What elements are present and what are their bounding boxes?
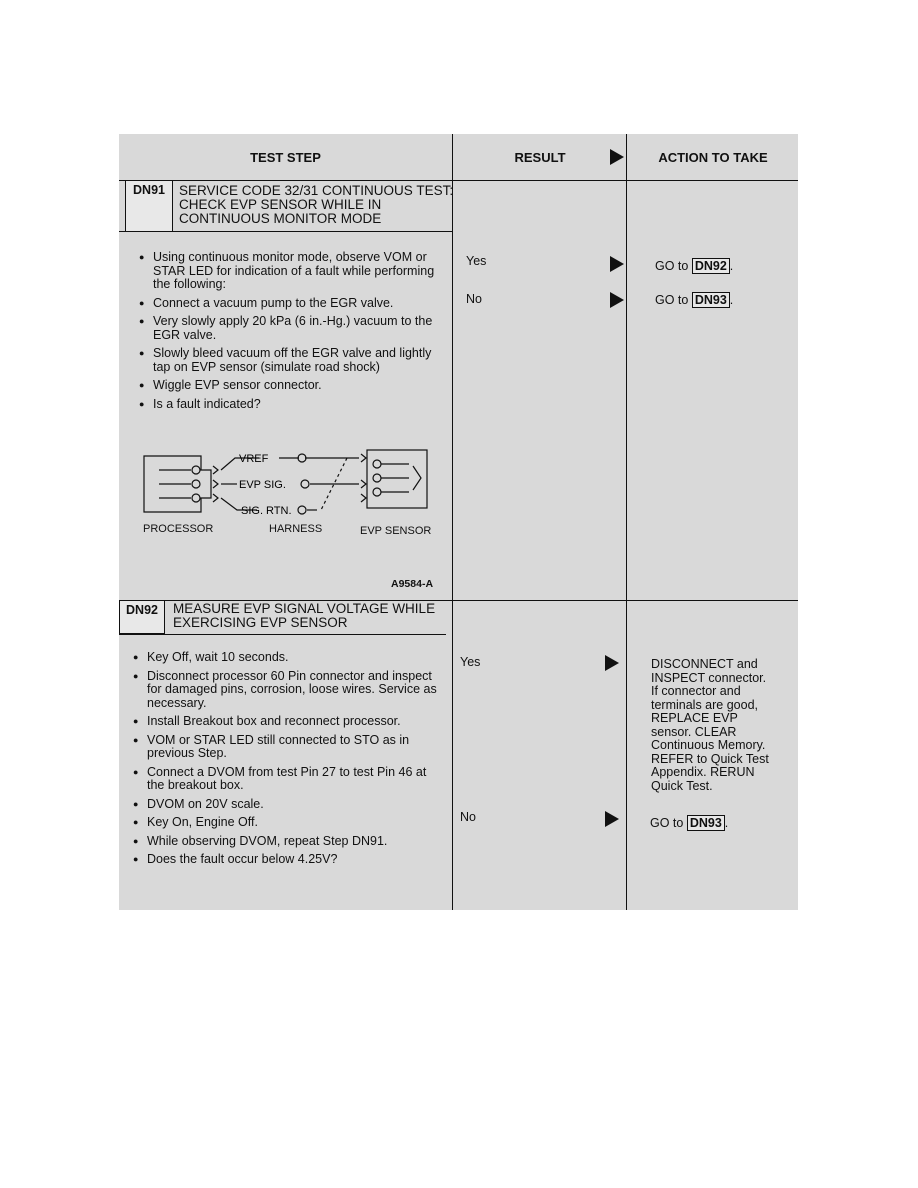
action-line: REFER to Quick Test	[651, 751, 769, 766]
action-suffix: .	[724, 816, 729, 830]
divider-result-action	[626, 134, 627, 910]
action-line: If connector and	[651, 684, 741, 698]
dn92-result-no: No	[460, 810, 476, 824]
list-item: ● Key On, Engine Off.	[133, 816, 441, 830]
list-item: ● While observing DVOM, repeat Step DN91.	[133, 835, 441, 849]
action-text: GO to	[655, 293, 689, 307]
list-item: ● Slowly bleed vacuum off the EGR valve and lightly tap on EVP sensor (simulate road shock)	[139, 347, 439, 374]
dn92-title-line: EXERCISING EVP SENSOR	[173, 615, 348, 630]
dn92-steps	[133, 651, 441, 872]
action-line: REPLACE EVP	[651, 711, 738, 725]
list-item: ● Is a fault indicated?	[139, 398, 439, 412]
label-processor: PROCESSOR	[143, 523, 214, 535]
label-vref: VREF	[239, 453, 269, 465]
dn92-title-line: MEASURE EVP SIGNAL VOLTAGE WHILE	[173, 601, 436, 616]
dn91-title	[179, 184, 453, 226]
list-item: ● Wiggle EVP sensor connector.	[139, 379, 439, 393]
dn91-title-line: CHECK EVP SENSOR WHILE IN	[179, 197, 382, 212]
dn91-title-line: SERVICE CODE 32/31 CONTINUOUS TEST:	[179, 183, 454, 198]
action-line: terminals are good,	[651, 697, 759, 712]
dn91-result-yes: Yes	[466, 254, 487, 268]
action-line: INSPECT connector.	[651, 670, 767, 685]
step-ref-dn93[interactable]: DN93	[692, 292, 730, 308]
dn92-action-yes	[651, 658, 793, 793]
action-suffix: .	[729, 259, 734, 273]
arrow-icon	[610, 256, 624, 272]
list-item: ● Connect a DVOM from test Pin 27 to test Pin 46 at the breakout box.	[133, 766, 441, 793]
step-code-dn92: DN92	[119, 600, 165, 634]
dn91-steps	[139, 251, 439, 416]
header-arrow-icon	[610, 149, 624, 165]
dn92-action-no	[650, 815, 728, 831]
arrow-icon	[605, 655, 619, 671]
arrow-icon	[605, 811, 619, 827]
dn91-result-no: No	[466, 292, 482, 306]
action-text: GO to	[650, 816, 684, 830]
action-text: GO to	[655, 259, 689, 273]
action-line: DISCONNECT and	[651, 657, 758, 671]
figure-id: A9584-A	[391, 578, 434, 590]
divider-step-result	[452, 134, 453, 910]
action-line: Quick Test.	[651, 778, 713, 793]
header-test-step: TEST STEP	[250, 149, 321, 165]
header-result: RESULT	[514, 149, 566, 165]
action-suffix: .	[729, 293, 734, 307]
step-ref-dn93[interactable]: DN93	[687, 815, 725, 831]
list-item: ● Key Off, wait 10 seconds.	[133, 651, 441, 665]
arrow-icon	[610, 292, 624, 308]
step-ref-dn92[interactable]: DN92	[692, 258, 730, 274]
diagnostic-table	[119, 134, 798, 910]
list-item: ● Connect a vacuum pump to the EGR valve.	[139, 297, 439, 311]
dn91-action-yes	[655, 258, 733, 274]
action-line: sensor. CLEAR	[651, 724, 737, 739]
action-line: Continuous Memory.	[651, 738, 766, 752]
list-item: ● Does the fault occur below 4.25V?	[133, 853, 441, 867]
dn91-title-line: CONTINUOUS MONITOR MODE	[179, 211, 382, 226]
divider-dn92-title	[119, 634, 446, 635]
label-evp-sig: EVP SIG.	[239, 479, 286, 491]
step-code-dn91: DN91	[125, 180, 173, 232]
label-harness: HARNESS	[269, 523, 323, 535]
action-line: Appendix. RERUN	[651, 765, 755, 779]
list-item: ● DVOM on 20V scale.	[133, 798, 441, 812]
list-item: ● Very slowly apply 20 kPa (6 in.-Hg.) vacuum to the EGR valve.	[139, 315, 439, 342]
dn92-title	[173, 602, 435, 630]
label-evp-sensor: EVP SENSOR	[360, 525, 432, 537]
list-item: ● Disconnect processor 60 Pin connector and inspect for damaged pins, corrosion, loose wires. Service as necessary.	[133, 670, 441, 711]
dn91-action-no	[655, 292, 733, 308]
divider-header	[119, 180, 798, 181]
label-sig-rtn: SIG. RTN.	[241, 505, 292, 517]
header-action: ACTION TO TAKE	[658, 149, 768, 165]
list-item: ● Using continuous monitor mode, observe VOM or STAR LED for indication of a fault while performing the following:	[139, 251, 439, 292]
dn92-result-yes: Yes	[460, 655, 481, 669]
list-item: ● Install Breakout box and reconnect processor.	[133, 715, 441, 729]
list-item: ● VOM or STAR LED still connected to STO as in previous Step.	[133, 734, 441, 761]
